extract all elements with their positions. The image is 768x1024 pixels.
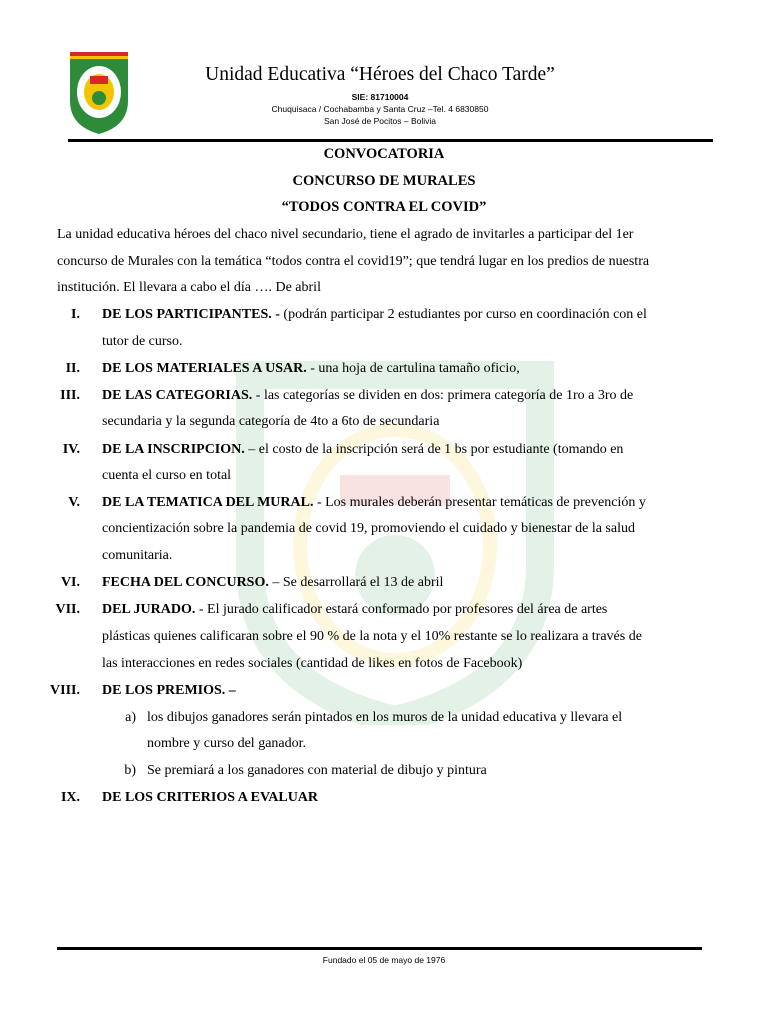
section-number: VII. bbox=[55, 602, 80, 617]
section-number: III. bbox=[60, 388, 80, 403]
section-criterios bbox=[102, 790, 318, 806]
intro-line-1: La unidad educativa héroes del chaco nivel secundario, tiene el agrado de invitarles a participar del 1er bbox=[57, 227, 634, 242]
section-jurado bbox=[102, 602, 607, 618]
address: Chuquisaca / Cochabamba y Santa Cruz –Tel. 4 6830850 bbox=[271, 104, 489, 114]
section-text: – Se desarrollará el 13 de abril bbox=[268, 575, 444, 590]
sie-code: SIE: 81710004 bbox=[351, 92, 409, 102]
title-convocatoria: CONVOCATORIA bbox=[323, 146, 445, 162]
footer-founded: Fundado el 05 de mayo de 1976 bbox=[322, 955, 446, 965]
section-title: DE LA TEMATICA DEL MURAL. bbox=[102, 495, 314, 510]
title-slogan: “TODOS CONTRA EL COVID” bbox=[281, 199, 487, 215]
section-text: tutor de curso. bbox=[102, 334, 183, 349]
section-title: DEL JURADO. bbox=[102, 602, 196, 617]
section-materiales bbox=[102, 361, 520, 377]
section-text: (podrán participar 2 estudiantes por curso en coordinación con el bbox=[279, 307, 647, 322]
intro-line-3: institución. El llevara a cabo el día …. De abril bbox=[57, 280, 321, 295]
section-tematica bbox=[102, 495, 646, 511]
section-categorias bbox=[102, 388, 633, 404]
section-text: - las categorías se dividen en dos: primera categoría de 1ro a 3ro de bbox=[252, 388, 634, 403]
title-concurso: CONCURSO DE MURALES bbox=[292, 173, 476, 189]
section-title: DE LOS PARTICIPANTES. - bbox=[102, 307, 280, 322]
section-number: V. bbox=[68, 495, 80, 510]
section-number: IX. bbox=[60, 790, 80, 805]
school-logo bbox=[62, 46, 136, 136]
section-number: VI. bbox=[60, 575, 80, 590]
section-title: DE LAS CATEGORIAS. bbox=[102, 388, 253, 403]
section-title: DE LA INSCRIPCION. bbox=[102, 442, 245, 457]
section-text: - Los murales deberán presentar temáticas de prevención y bbox=[313, 495, 646, 510]
section-premios bbox=[102, 683, 236, 699]
prize-text: los dibujos ganadores serán pintados en los muros de la unidad educativa y llevara el bbox=[147, 710, 623, 725]
section-text: - El jurado calificador estará conformado por profesores del área de artes bbox=[195, 602, 608, 617]
section-number: IV. bbox=[62, 442, 80, 457]
section-title: FECHA DEL CONCURSO. bbox=[102, 575, 269, 590]
section-title: DE LOS CRITERIOS A EVALUAR bbox=[102, 790, 319, 805]
section-text: – el costo de la inscripción será de 1 bs por estudiante (tomando en bbox=[244, 442, 624, 457]
prize-letter: a) bbox=[125, 710, 136, 725]
section-text: secundaria y la segunda categoría de 4to a 6to de secundaria bbox=[102, 414, 440, 429]
header-divider bbox=[68, 139, 713, 142]
section-number: I. bbox=[71, 307, 80, 322]
prize-text: Se premiará a los ganadores con material de dibujo y pintura bbox=[147, 763, 487, 778]
section-inscripcion bbox=[102, 442, 623, 458]
section-title: DE LOS MATERIALES A USAR. bbox=[102, 361, 307, 376]
section-text: cuenta el curso en total bbox=[102, 468, 232, 483]
location: San José de Pocitos – Bolivia bbox=[324, 116, 436, 126]
section-text: plásticas quienes calificaran sobre el 90 % de la nota y el 10% restante se lo realizara a través de bbox=[102, 629, 642, 644]
prize-text: nombre y curso del ganador. bbox=[147, 736, 307, 751]
section-title: DE LOS PREMIOS. – bbox=[102, 683, 236, 698]
footer-divider bbox=[57, 947, 702, 950]
section-text: comunitaria. bbox=[102, 548, 173, 563]
prize-letter: b) bbox=[124, 763, 136, 778]
section-participantes bbox=[102, 307, 647, 323]
section-text: - una hoja de cartulina tamaño oficio, bbox=[306, 361, 520, 376]
section-text: las interacciones en redes sociales (cantidad de likes en fotos de Facebook) bbox=[102, 656, 523, 671]
section-number: VIII. bbox=[50, 683, 80, 698]
school-title: Unidad Educativa “Héroes del Chaco Tarde” bbox=[205, 64, 555, 85]
section-number: II. bbox=[65, 361, 80, 376]
intro-line-2: concurso de Murales con la temática “todos contra el covid19”; que tendrá lugar en los predios de nuestra bbox=[57, 254, 650, 269]
section-fecha bbox=[102, 575, 443, 591]
section-text: concientización sobre la pandemia de covid 19, promoviendo el cuidado y bienestar de la salud bbox=[102, 521, 635, 536]
